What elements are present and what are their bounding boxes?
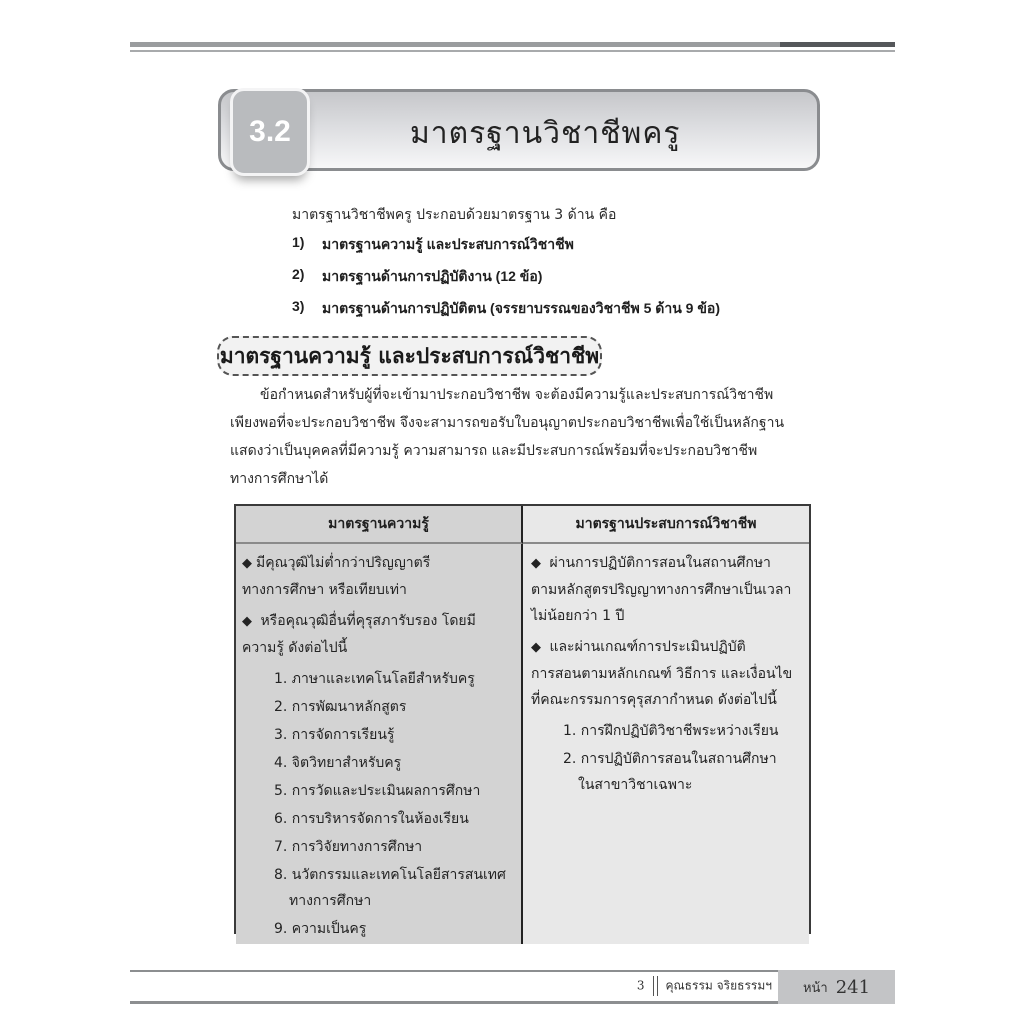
bullet-text: ผ่านการปฏิบัติการสอนในสถานศึกษา	[549, 555, 771, 571]
bullet-item	[242, 608, 515, 661]
top-rule-thin	[130, 50, 895, 52]
bullet-item	[531, 634, 803, 713]
bullet-text-cont: ความรู้ ดังต่อไปนี้	[242, 640, 348, 656]
diamond-bullet-icon: ◆	[531, 640, 541, 655]
standard-item	[292, 234, 720, 266]
paragraph-line: ทางการศึกษาได้	[230, 471, 329, 487]
experience-item-text: 2. การปฏิบัติการสอนในสถานศึกษา	[563, 751, 777, 767]
bullet-text-cont: การสอนตามหลักเกณฑ์ วิธีการ และเงื่อนไข	[531, 666, 793, 682]
experience-item-cont: ในสาขาวิชาเฉพาะ	[578, 777, 693, 793]
diamond-bullet-icon: ◆	[242, 556, 252, 571]
experience-item: 1. การฝึกปฏิบัติวิชาชีพระหว่างเรียน	[563, 723, 779, 739]
knowledge-item: 9. ความเป็นครู	[274, 921, 367, 937]
knowledge-item: 2. การพัฒนาหลักสูตร	[274, 699, 407, 715]
footer-rule-bottom	[130, 1001, 778, 1004]
knowledge-item: 4. จิตวิทยาสำหรับครู	[274, 755, 402, 771]
knowledge-item-text: 8. นวัตกรรมและเทคโนโลยีสารสนเทศ	[274, 867, 506, 883]
top-rule	[130, 42, 780, 47]
section-title: มาตรฐานวิชาชีพครู	[410, 116, 681, 151]
section-number: 3.2	[230, 88, 310, 176]
table-header-knowledge: มาตรฐานความรู้	[236, 506, 523, 544]
bullet-text-cont: ทางการศึกษา หรือเทียบเท่า	[242, 582, 407, 598]
footer-running-title	[637, 976, 772, 996]
knowledge-item: 1. ภาษาและเทคโนโลยีสำหรับครู	[274, 671, 475, 687]
standards-table	[234, 504, 811, 937]
page-number: 241	[835, 976, 871, 998]
table-cell-knowledge	[236, 544, 523, 944]
bullet-text-cont: ที่คณะกรรมการคุรุสภากำหนด ดังต่อไปนี้	[531, 692, 777, 708]
paragraph-line: เพียงพอที่จะประกอบวิชาชีพ จึงจะสามารถขอรับใบอนุญาตประกอบวิชาชีพเพื่อใช้เป็นหลักฐาน	[230, 415, 785, 431]
paragraph-line: แสดงว่าเป็นบุคคลที่มีความรู้ ความสามารถ และมีประสบการณ์พร้อมที่จะประกอบวิชาชีพ	[230, 443, 758, 459]
knowledge-item	[242, 862, 515, 914]
knowledge-item: 5. การวัดและประเมินผลการศึกษา	[274, 783, 481, 799]
intro-text: มาตรฐานวิชาชีพครู ประกอบด้วยมาตรฐาน 3 ด้าน คือ	[292, 207, 617, 223]
table-header-experience: มาตรฐานประสบการณ์วิชาชีพ	[523, 506, 809, 544]
diamond-bullet-icon: ◆	[531, 556, 541, 571]
bullet-text-cont: ตามหลักสูตรปริญญาทางการศึกษาเป็นเวลา	[531, 582, 792, 598]
standard-item	[292, 298, 720, 330]
footer-rule-top	[130, 970, 778, 972]
standard-label: มาตรฐานด้านการปฏิบัติงาน (12 ข้อ)	[322, 268, 543, 284]
subsection-paragraph	[230, 381, 812, 493]
top-rule-accent	[780, 42, 895, 47]
bullet-text: มีคุณวุฒิไม่ต่ำกว่าปริญญาตรี	[256, 555, 431, 571]
standard-item	[292, 266, 720, 298]
standard-number: 1)	[292, 234, 305, 250]
knowledge-item: 3. การจัดการเรียนรู้	[274, 727, 395, 743]
standards-list	[292, 234, 720, 330]
bullet-text: หรือคุณวุฒิอื่นที่คุรุสภารับรอง โดยมี	[256, 613, 476, 629]
knowledge-item-cont: ทางการศึกษา	[289, 893, 372, 909]
standard-label: มาตรฐานด้านการปฏิบัติตน (จรรยาบรรณของวิชาชีพ 5 ด้าน 9 ข้อ)	[322, 300, 721, 316]
standard-number: 2)	[292, 266, 305, 282]
standard-label: มาตรฐานความรู้ และประสบการณ์วิชาชีพ	[322, 236, 574, 252]
footer-page-box	[778, 970, 895, 1004]
footer-separator	[653, 976, 658, 996]
subsection-title: มาตรฐานความรู้ และประสบการณ์วิชาชีพ	[217, 336, 602, 376]
diamond-bullet-icon: ◆	[242, 614, 252, 629]
bullet-item	[242, 550, 515, 603]
bullet-text: และผ่านเกณฑ์การประเมินปฏิบัติ	[549, 639, 746, 655]
bullet-text-cont: ไม่น้อยกว่า 1 ปี	[531, 608, 625, 624]
footer-chapter: 3	[636, 978, 645, 993]
knowledge-item: 6. การบริหารจัดการในห้องเรียน	[274, 811, 469, 827]
paragraph-line: ข้อกำหนดสำหรับผู้ที่จะเข้ามาประกอบวิชาชีพ จะต้องมีความรู้และประสบการณ์วิชาชีพ	[260, 387, 774, 403]
page-label: หน้า	[802, 980, 828, 996]
knowledge-item: 7. การวิจัยทางการศึกษา	[274, 839, 423, 855]
table-cell-experience	[523, 544, 809, 944]
standard-number: 3)	[292, 298, 305, 314]
footer-book-title: คุณธรรม จริยธรรมฯ	[665, 978, 772, 993]
experience-item	[531, 746, 803, 798]
bullet-item	[531, 550, 803, 629]
